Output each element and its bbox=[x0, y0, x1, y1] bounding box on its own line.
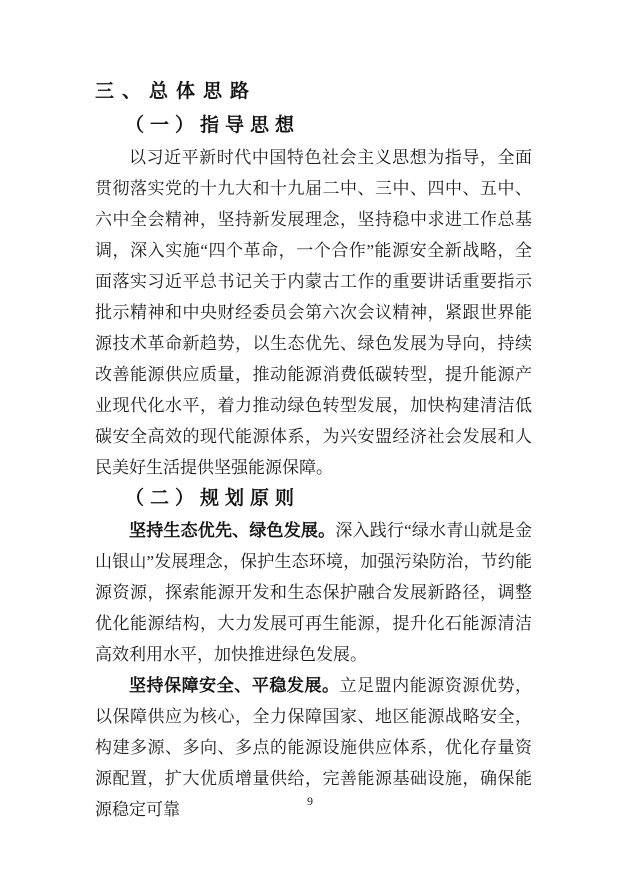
page-footer bbox=[0, 793, 620, 809]
paragraph-principle-green-development bbox=[95, 515, 532, 670]
paragraph-lead: 坚持保障安全、平稳发展。 bbox=[129, 676, 340, 695]
page-number: 9 bbox=[307, 794, 313, 808]
paragraph-text: 以习近平新时代中国特色社会主义思想为指导，全面贯彻落实党的十九大和十九届二中、三中、四中、五中、六中全会精神，坚持新发展理念，坚持稳中求进工作总基调，深入实施“四个革命，一个合作”能源安全新战略，全面落实习近平总书记关于内蒙古工作的重要讲话重要指示批示精神和中央财经委员会第六次会议精神，紧跟世界能源技术革命新趋势，以生态优先、绿色发展为导向，持续改善能源供应质量，推动能源消费低碳转型，提升能源产业现代化水平，着力推动绿色转型发展，加快构建清洁低碳安全高效的现代能源体系，为兴安盟经济社会发展和人民美好生活提供坚强能源保障。 bbox=[95, 148, 532, 477]
paragraph-guiding-ideology bbox=[95, 142, 532, 483]
subsection-heading-planning-principles: （二）规划原则 bbox=[125, 488, 301, 509]
section-title: 三、总体思路 bbox=[95, 81, 258, 102]
paragraph-text: 立足盟内能源资源优势，以保障供应为核心，全力保障国家、地区能源战略安全，构建多源、多向、多点的能源设施供应体系，优化存量资源配置，扩大优质增量供给，完善能源基础设施，确保能源稳定可靠 bbox=[95, 676, 533, 819]
paragraph-text: 深入践行“绿水青山就是金山银山”发展理念，保护生态环境，加强污染防治，节约能源资源，探索能源开发和生态保护融合发展新路径，调整优化能源结构，大力发展可再生能源，提升化石能源清洁高效利用水平，加快推进绿色发展。 bbox=[95, 521, 533, 664]
paragraph-lead: 坚持生态优先、绿色发展。 bbox=[129, 521, 336, 540]
subsection-heading-guiding-ideology: （一）指导思想 bbox=[125, 115, 301, 136]
document-content bbox=[95, 76, 532, 825]
